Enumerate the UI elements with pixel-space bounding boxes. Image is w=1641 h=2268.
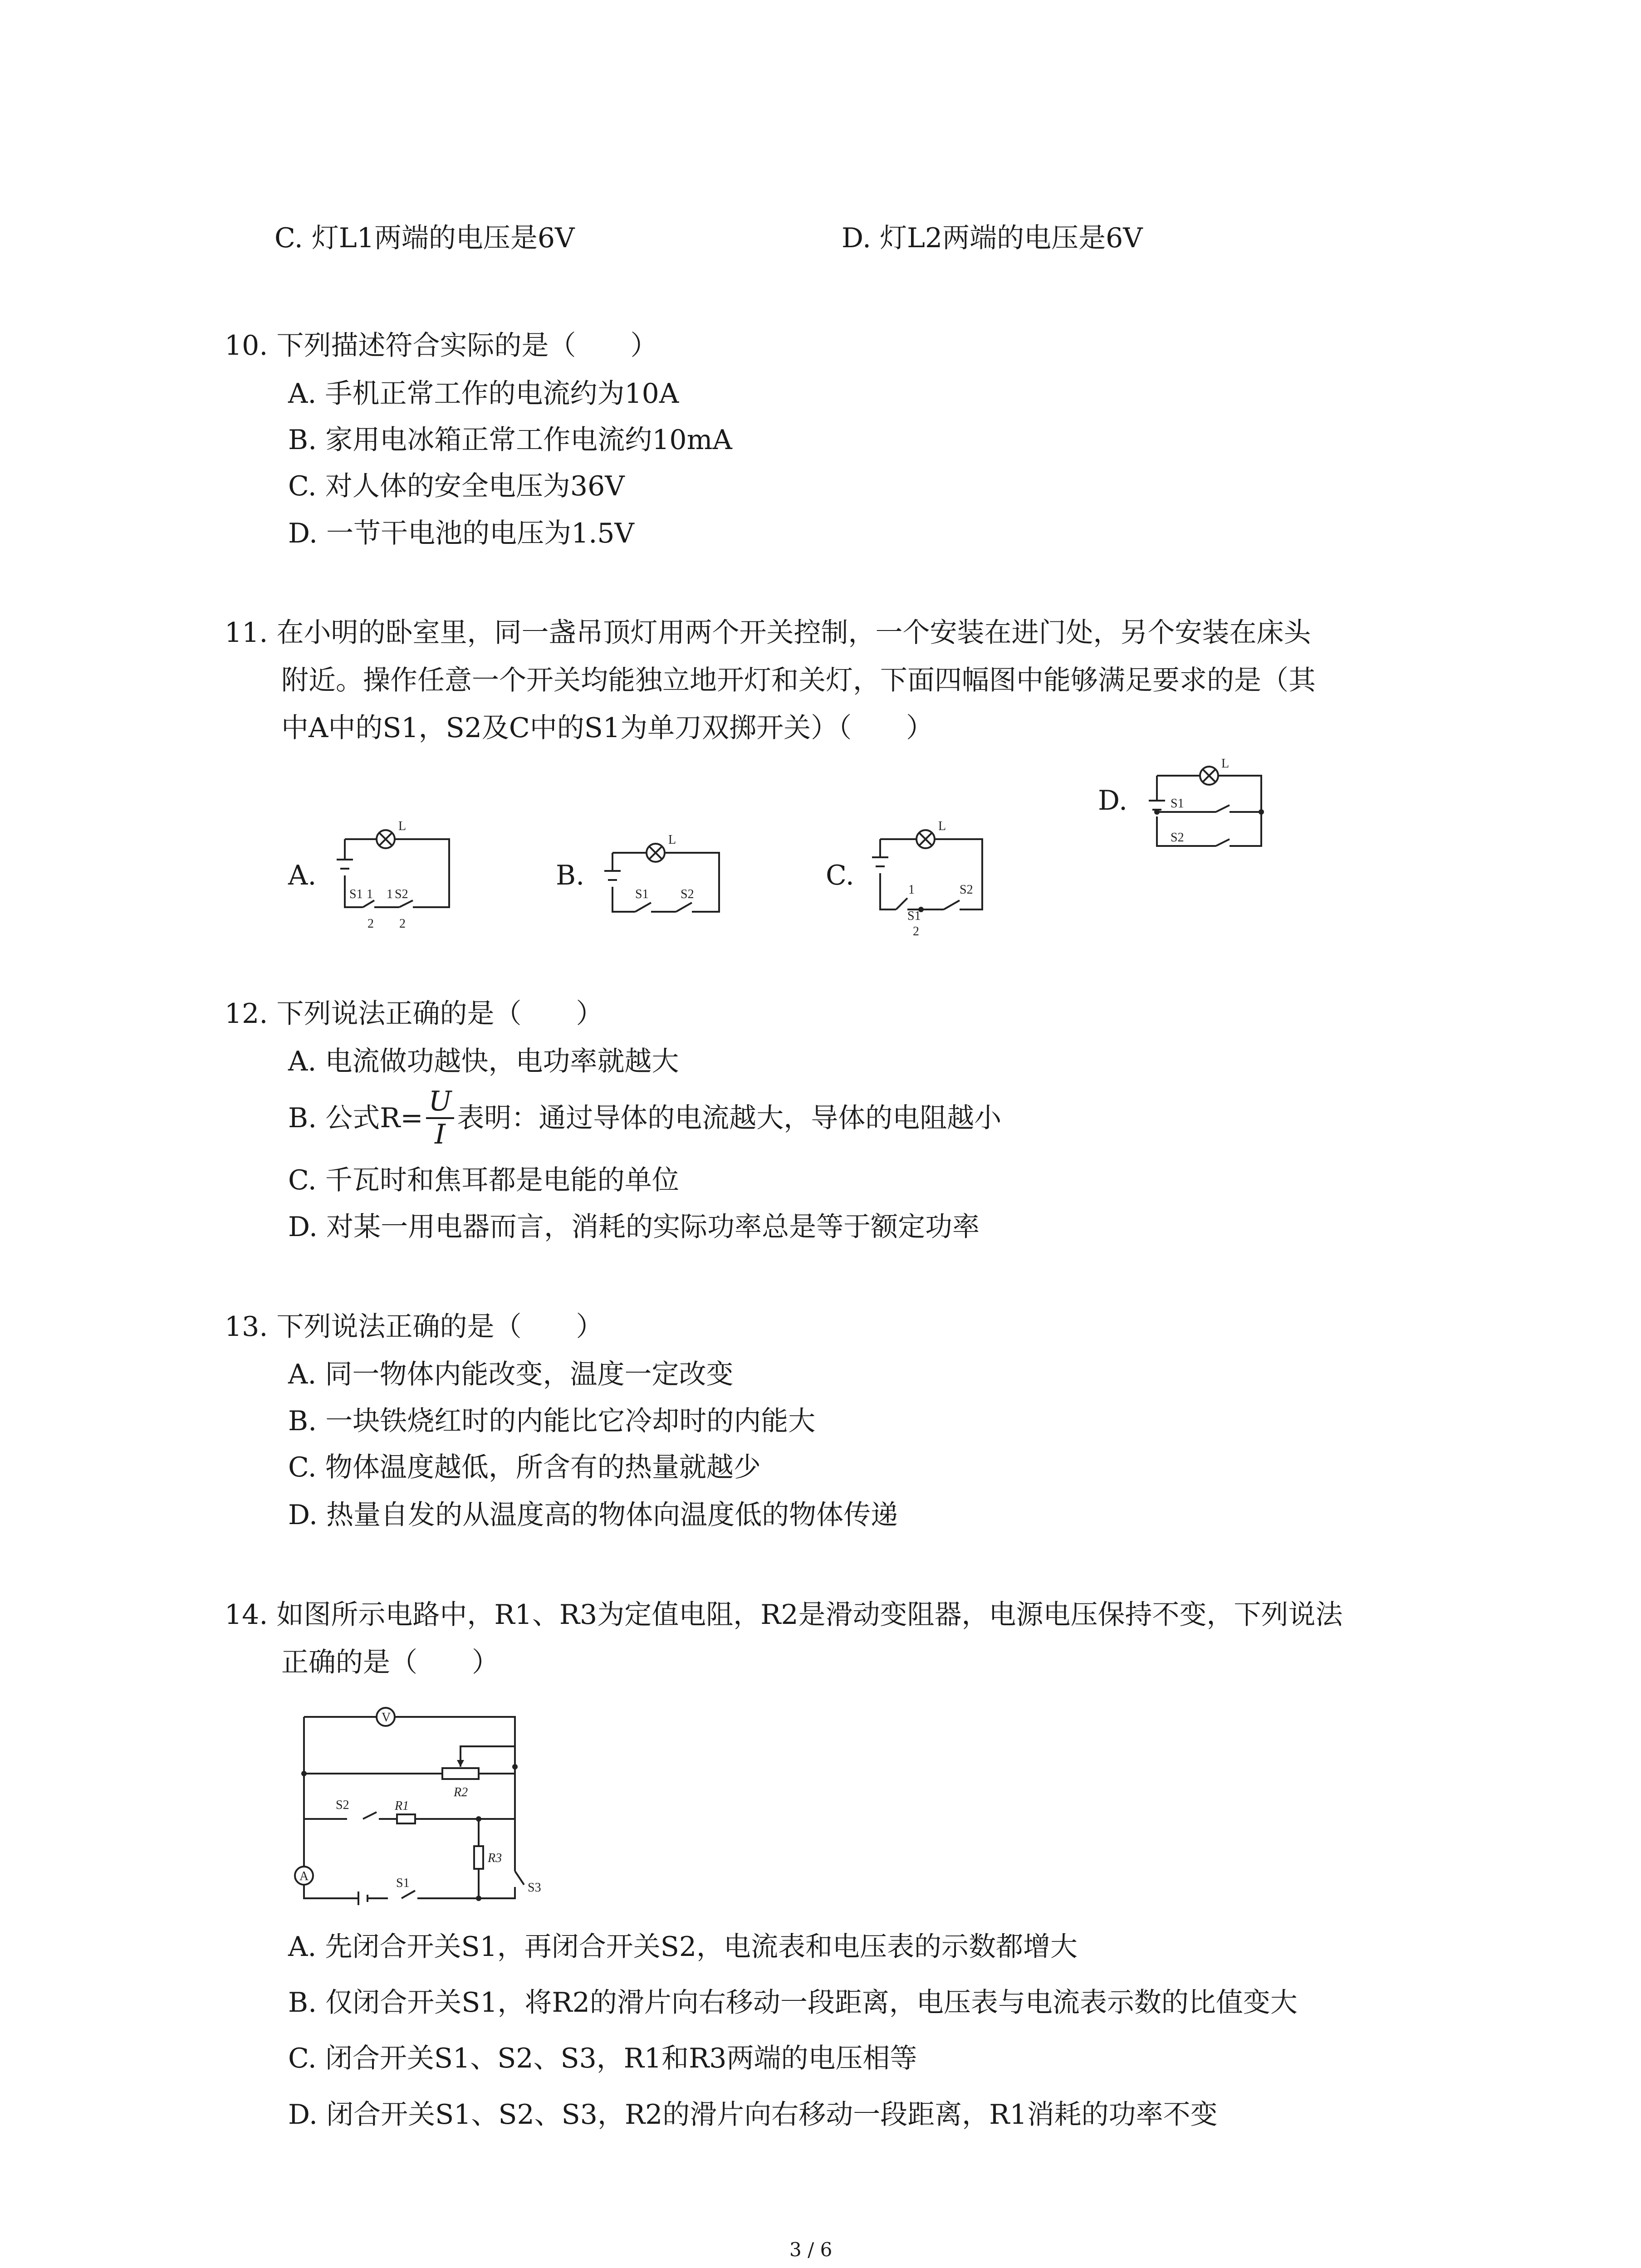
q14-s3-label: S3 (528, 1881, 541, 1895)
q11-label-a: A. (288, 860, 317, 891)
q14-r2-label: R2 (454, 1785, 468, 1799)
q14-voltmeter-label: V (382, 1711, 391, 1725)
q13-stem: 13. 下列说法正确的是（ ） (225, 1311, 603, 1343)
q14-option-d: D. 闭合开关S1、S2、S3，R2的滑片向右移动一段距离，R1消耗的功率不变 (288, 2099, 1218, 2131)
q11a-lamp-label: L (398, 819, 407, 833)
q14-circuit (279, 1692, 551, 1905)
q13-option-b: B. 一块铁烧红时的内能比它冷却时的内能大 (288, 1405, 816, 1437)
q13-option-d: D. 热量自发的从温度高的物体向温度低的物体传递 (288, 1499, 898, 1531)
q10-option-b: B. 家用电冰箱正常工作电流约10mA (288, 424, 732, 456)
q11-label-c: C. (826, 860, 854, 891)
q13-option-c: C. 物体温度越低，所含有的热量就越少 (288, 1452, 761, 1483)
q14-r3-label: R3 (488, 1851, 502, 1865)
q10-stem: 10. 下列描述符合实际的是（ ） (225, 330, 658, 362)
q11a-one-label: 1 (367, 887, 373, 901)
q14-stem-line2: 正确的是（ ） (281, 1647, 499, 1678)
q11c-lamp-label: L (938, 819, 946, 833)
q11-label-b: B. (556, 860, 585, 891)
q11a-one-b-label: 1 (387, 887, 393, 901)
q9-option-c: C. 灯L1两端的电压是6V (274, 222, 575, 254)
q11-stem-line3: 中A中的S1，S2及C中的S1为单刀双掷开关）（ ） (281, 712, 934, 744)
q14-option-a: A. 先闭合开关S1，再闭合开关S2，电流表和电压表的示数都增大 (288, 1931, 1078, 1963)
q14-s1-label: S1 (396, 1876, 410, 1890)
q12-option-a: A. 电流做功越快，电功率就越大 (288, 1046, 679, 1077)
q14-option-c: C. 闭合开关S1、S2、S3，R1和R3两端的电压相等 (288, 2043, 917, 2074)
q11-circuit-d (1148, 758, 1275, 853)
q11-circuit-a (331, 816, 458, 930)
q11c-s1-label: S1 (907, 909, 921, 923)
q12-option-d: D. 对某一用电器而言，消耗的实际功率总是等于额定功率 (288, 1211, 980, 1243)
q11-stem-line2: 附近。操作任意一个开关均能独立地开灯和关灯，下面四幅图中能够满足要求的是（其 (281, 665, 1316, 696)
q10-option-c: C. 对人体的安全电压为36V (288, 470, 625, 502)
q11-stem-line1: 11. 在小明的卧室里，同一盏吊顶灯用两个开关控制，一个安装在进门处，另个安装在床头 (225, 617, 1311, 649)
q12-option-b (288, 1082, 1001, 1154)
q12-fraction-denominator: I (435, 1119, 446, 1150)
q11-label-d: D. (1098, 785, 1128, 816)
q11d-lamp-label: L (1221, 758, 1230, 771)
q14-r1-label: R1 (395, 1799, 409, 1813)
q11a-s2-label: S2 (395, 887, 408, 901)
q12-option-c: C. 千瓦时和焦耳都是电能的单位 (288, 1164, 679, 1196)
q11c-s2-label: S2 (960, 883, 973, 897)
q14-option-b: B. 仅闭合开关S1，将R2的滑片向右移动一段距离，电压表与电流表示数的比值变大 (288, 1987, 1298, 2019)
q11c-two-label: 2 (913, 924, 919, 938)
q11a-two-label: 2 (367, 917, 374, 930)
q12-option-b-prefix: B. 公式R= (288, 1102, 423, 1134)
q14-stem-line1: 14. 如图所示电路中，R1、R3为定值电阻，R2是滑动变阻器，电源电压保持不变，下列说法 (225, 1599, 1343, 1631)
q11d-s2-label: S2 (1171, 831, 1184, 845)
q11b-lamp-label: L (668, 833, 676, 847)
q11c-one-label: 1 (908, 883, 915, 897)
q10-option-d: D. 一节干电池的电压为1.5V (288, 518, 634, 549)
q11-circuit-c (871, 816, 998, 939)
q11b-s2-label: S2 (681, 887, 694, 901)
q14-s2-label: S2 (336, 1798, 349, 1812)
q12-stem: 12. 下列说法正确的是（ ） (225, 998, 603, 1030)
q11b-s1-label: S1 (635, 887, 649, 901)
q12-fraction (426, 1086, 455, 1150)
q11a-two-b-label: 2 (399, 917, 406, 930)
q11a-s1-label: S1 (349, 887, 363, 901)
page-number: 3 / 6 (789, 2239, 833, 2261)
q11-circuit-b (603, 826, 730, 930)
q14-ammeter-label: A (299, 1869, 309, 1883)
q13-option-a: A. 同一物体内能改变，温度一定改变 (288, 1359, 734, 1390)
q12-fraction-numerator: U (426, 1086, 455, 1119)
q10-option-a: A. 手机正常工作的电流约为10A (288, 378, 679, 410)
q9-option-d: D. 灯L2两端的电压是6V (842, 222, 1143, 254)
q11d-s1-label: S1 (1171, 797, 1184, 811)
q12-option-b-suffix: 表明：通过导体的电流越大，导体的电阻越小 (457, 1102, 1002, 1134)
